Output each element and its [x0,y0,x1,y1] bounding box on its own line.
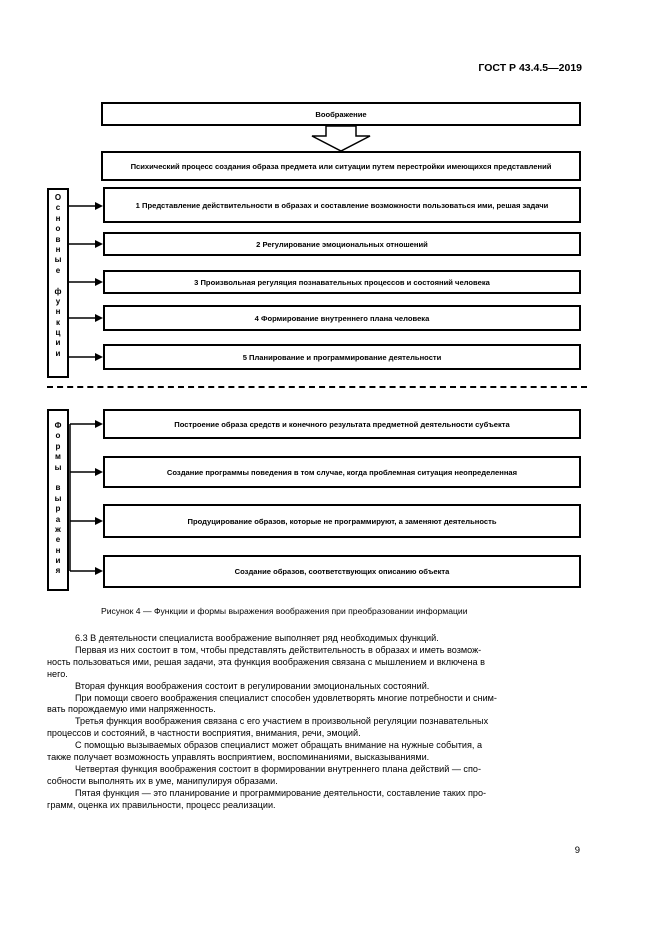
vertical-letter: о [55,431,61,441]
vertical-letter: е [55,265,61,275]
paragraph-line: При помощи своего воображения специалист способен удовлетворять многие потребности и сним- [75,692,497,703]
vertical-letter: у [55,296,61,306]
figure-caption: Рисунок 4 — Функции и формы выражения воображения при преобразовании информации [101,606,468,616]
vertical-letter: ы [54,493,62,503]
vertical-letter: я [55,566,61,576]
vertical-letter: а [55,514,61,524]
vertical-letter: н [55,545,61,555]
vertical-letter: ф [54,286,62,296]
form-box-4: Создание образов, соответствующих описанию объекта [103,555,581,588]
definition-box: Психический процесс создания образа предмета или ситуации путем перестройки имеющихся представлений [101,151,581,181]
paragraph-line: Первая из них состоит в том, чтобы представлять действительность в образах и иметь возмож- [75,644,482,655]
function-box-2: 2 Регулирование эмоциональных отношений [103,232,581,256]
dashed-divider [47,386,587,388]
paragraph-line: грамм, оценка их правильности, процесс реализации. [47,799,276,810]
vertical-letter: и [55,348,61,358]
function-box-4: 4 Формирование внутреннего плана человека [103,305,581,331]
vertical-letter: в [55,234,61,244]
vertical-letter: и [55,556,61,566]
paragraph-line: вать порождаемую ими напряженность. [47,704,216,715]
vertical-letter [57,276,59,286]
page-number: 9 [574,845,580,856]
function-arrows [67,202,103,361]
vertical-letter: р [55,441,61,451]
paragraph-line: него. [47,668,68,679]
vertical-letter: ж [55,524,61,534]
vertical-letter: ы [54,462,62,472]
paragraph-line: Вторая функция воображения состоит в регулировании эмоциональных состояний. [75,680,430,691]
paragraph-line: собности выполнять их в уме, манипулируя образами. [47,775,278,786]
functions-vertical-label [47,193,69,359]
form-arrows [70,420,103,575]
form-box-2: Создание программы поведения в том случае, когда проблемная ситуация неопределенная [103,456,581,488]
vertical-letter: е [55,535,61,545]
form-box-1: Построение образа средств и конечного результата предметной деятельности субъекта [103,409,581,439]
body-text [47,633,585,812]
vertical-letter: О [54,193,62,202]
vertical-letter: о [55,224,61,234]
vertical-letter: и [55,338,61,348]
document-code: ГОСТ Р 43.4.5—2019 [478,62,582,74]
function-box-3: 3 Произвольная регуляция познавательных процессов и состояний человека [103,270,581,294]
vertical-letter: к [55,317,60,327]
forms-vertical-label [47,421,69,577]
paragraph-line: Третья функция воображения связана с его участием в произвольной регуляции познавательных [75,716,489,727]
paragraph-line: также получает возможность управлять восприятием, воспоминаниями, высказываниями. [47,752,430,763]
vertical-letter: ы [54,255,62,265]
vertical-letter: н [55,244,61,254]
vertical-letter: Ф [54,421,62,430]
function-box-1: 1 Представление действительности в образах и составление возможности пользоваться ими, решая задачи [103,187,581,223]
vertical-letter: в [55,483,61,493]
vertical-letter: ц [55,328,61,338]
vertical-letter [57,473,59,483]
paragraph-line: Пятая функция — это планирование и программирование деятельности, составление таких про- [75,787,487,798]
top-box-imagination: Воображение [101,102,581,126]
paragraph-line: Четвертая функция воображения состоит в формировании внутреннего плана действий — спо- [75,763,481,774]
form-box-3: Продуцирование образов, которые не программируют, а заменяют деятельность [103,504,581,538]
function-box-5: 5 Планирование и программирование деятельности [103,344,581,370]
vertical-letter: р [55,504,61,514]
vertical-letter: с [55,203,61,213]
vertical-letter: н [55,307,61,317]
down-block-arrow [312,126,370,151]
vertical-letter: м [55,452,61,462]
paragraph-line: ность пользоваться ими, решая задачи, эта функция воображения связана с мышлением и включена в [47,656,485,667]
paragraph-line: 6.3 В деятельности специалиста воображение выполняет ряд необходимых функций. [75,633,439,643]
paragraph-line: С помощью вызываемых образов специалист может обращать внимание на нужные события, а [75,740,483,751]
vertical-letter: н [55,213,61,223]
paragraph-line: процессов и состояний, в частности восприятия, внимания, речи, эмоций. [47,728,361,739]
